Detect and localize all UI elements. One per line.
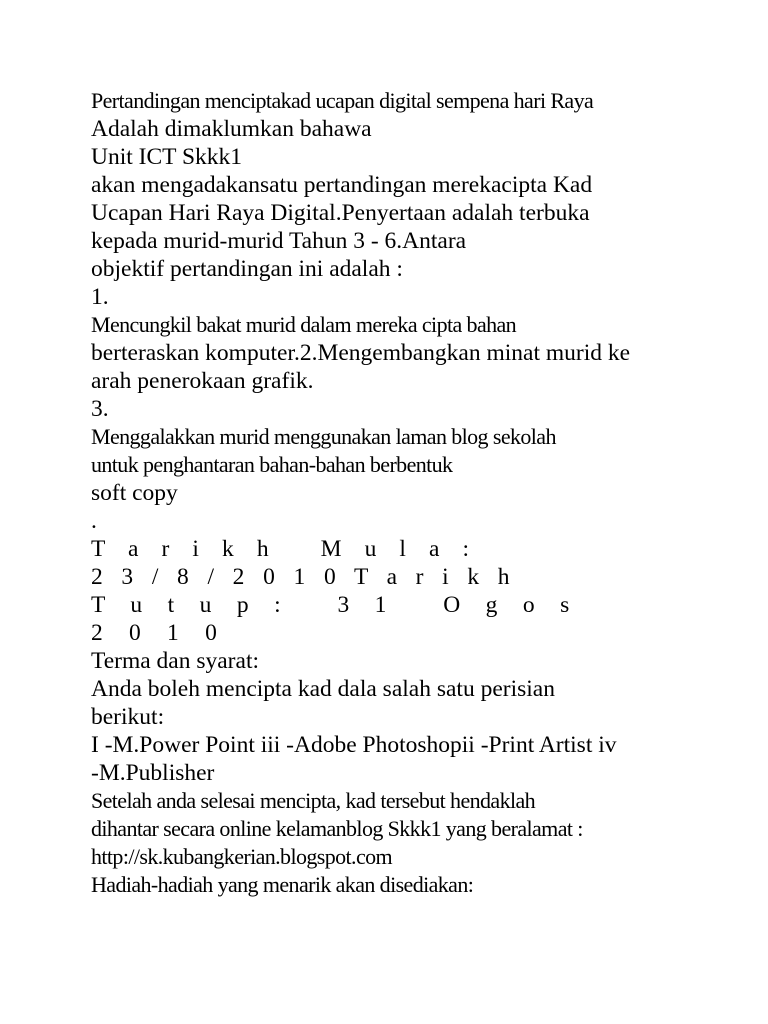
doc-line: dihantar secara online kelamanblog Skkk1 yang beralamat : xyxy=(91,816,583,841)
doc-line: Unit ICT Skkk1 xyxy=(91,144,243,170)
doc-line: kepada murid-murid Tahun 3 - 6.Antara xyxy=(91,228,467,254)
doc-line: Ucapan Hari Raya Digital.Penyertaan adalah terbuka xyxy=(91,200,590,226)
software-list: -M.Publisher xyxy=(91,760,215,786)
doc-line: berteraskan komputer.2.Mengembangkan minat murid ke xyxy=(91,340,631,366)
end-date-label: T u t u p : 3 1 O g o s xyxy=(91,592,580,618)
doc-line: Hadiah-hadiah yang menarik akan disediakan: xyxy=(91,872,474,897)
section-heading: Terma dan syarat: xyxy=(91,648,259,674)
list-number: 3. xyxy=(91,396,109,422)
doc-line: . xyxy=(91,508,97,534)
doc-line: akan mengadakansatu pertandingan merekacipta Kad xyxy=(91,172,593,198)
doc-line: objektif pertandingan ini adalah : xyxy=(91,256,403,282)
end-date-year: 2 0 1 0 xyxy=(91,620,228,646)
doc-line: Anda boleh mencipta kad dala salah satu perisian xyxy=(91,676,555,702)
list-number: 1. xyxy=(91,284,109,310)
doc-line: Mencungkil bakat murid dalam mereka cipta bahan xyxy=(91,312,517,337)
doc-line: Menggalakkan murid menggunakan laman blog sekolah xyxy=(91,424,556,449)
doc-line: Setelah anda selesai mencipta, kad tersebut hendaklah xyxy=(91,788,536,813)
doc-line: Adalah dimaklumkan bahawa xyxy=(91,116,372,142)
doc-line: soft copy xyxy=(91,480,178,506)
software-list: I -M.Power Point iii -Adobe Photoshopii -Print Artist iv xyxy=(91,732,617,758)
doc-title-line: Pertandingan menciptakad ucapan digital sempena hari Raya xyxy=(91,88,594,113)
doc-line: arah penerokaan grafik. xyxy=(91,368,314,394)
doc-line: untuk penghantaran bahan-bahan berbentuk xyxy=(91,452,453,477)
doc-line: berikut: xyxy=(91,704,165,730)
start-date-value: 2 3 / 8 / 2 0 1 0 T a r i k h xyxy=(91,564,516,590)
blog-url: http://sk.kubangkerian.blogspot.com xyxy=(91,844,393,869)
start-date-label: T a r i k h M u l a : xyxy=(91,536,478,562)
